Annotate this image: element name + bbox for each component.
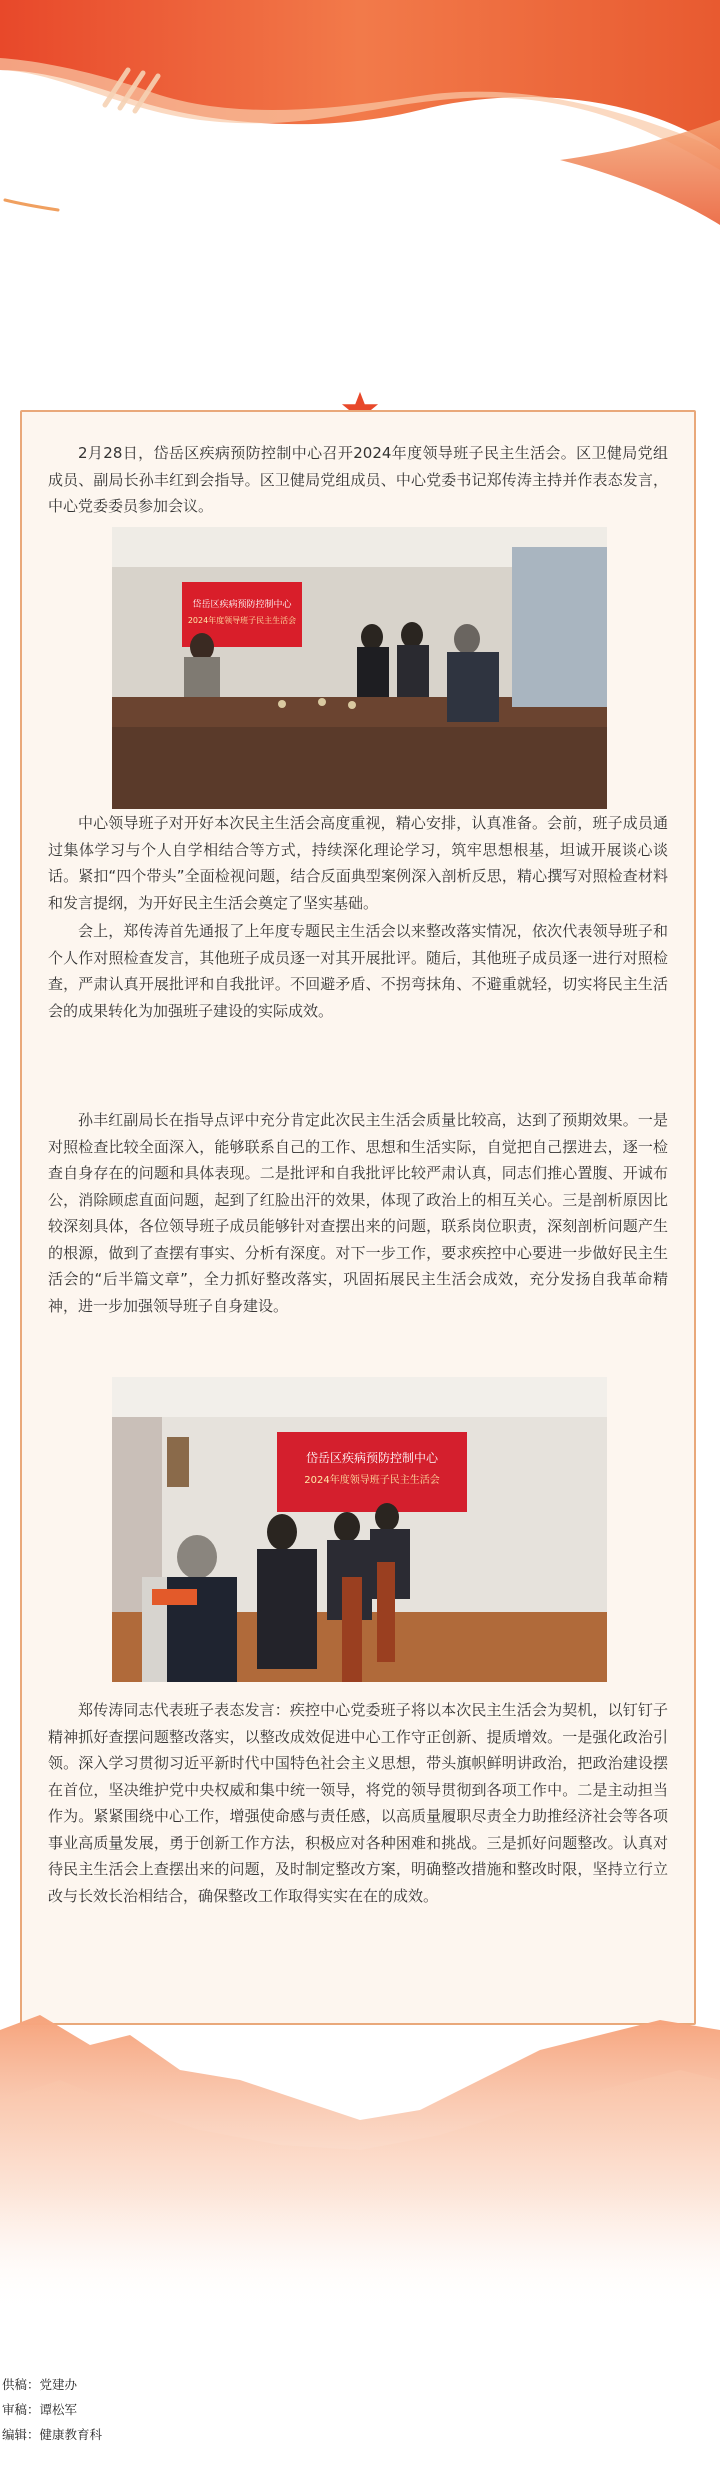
paragraph-statement: 郑传涛同志代表班子表态发言：疾控中心党委班子将以本次民主生活会为契机，以钉钉子精神抓好查摆问题整改落实，以整改成效促进中心工作守正创新、提质增效。一是强化政治引领。深入学习贯彻习近平新时代中国特色社会主义思想，带头旗帜鲜明讲政治，把政治建设摆在首位，坚决维护党中央权威和集中统一领导，将党的领导贯彻到各项工作中。二是主动担当作为。紧紧围绕中心工作，增强使命感与责任感，以高质量履职尽责全力助推经济社会等各项事业高质量发展，勇于创新工作方法，积极应对各种困难和挑战。三是抓好问题整改。认真对待民主生活会上查摆出来的问题，及时制定整改方案，明确整改措施和整改时限，坚持立行立改与长效长治相结合，确保整改工作取得实实在在的成效。 (48, 1701, 668, 1905)
credits (2, 2372, 102, 2447)
photo2-banner-subtitle: 2024年度领导班子民主生活会 (304, 1475, 440, 1486)
meeting-photo-2 (112, 1377, 607, 1682)
article-card (20, 410, 696, 2025)
footer-mountains (0, 2010, 720, 2330)
meeting-photo-1 (112, 527, 607, 809)
photo2-banner-title: 岱岳区疾病预防控制中心 (305, 1451, 439, 1465)
photo1-banner-title: 岱岳区疾病预防控制中心 (192, 600, 292, 610)
paragraph-intro: 2月28日，岱岳区疾病预防控制中心召开2024年度领导班子民主生活会。区卫健局党组成员、副局长孙丰红到会指导。区卫健局党组成员、中心党委书记郑传涛主持并作表态发言，中心党委委员参加会议。 (48, 444, 668, 515)
paragraph-meeting: 会上，郑传涛首先通报了上年度专题民主生活会以来整改落实情况，依次代表领导班子和个人作对照检查发言，其他班子成员逐一对其开展批评。随后，其他班子成员逐一进行对照检查，严肃认真开展批评和自我批评。不回避矛盾、不拐弯抹角、不避重就轻，切实将民主生活会的成果转化为加强班子建设的实际成效。 (48, 922, 668, 1020)
credit-reviewer: 审稿：谭松军 (2, 2402, 78, 2417)
credit-editor: 编辑：健康教育科 (2, 2427, 103, 2442)
photo1-banner-subtitle: 2024年度领导班子民主生活会 (187, 616, 297, 625)
credit-contributor: 供稿：党建办 (2, 2377, 78, 2392)
paragraph-review: 孙丰红副局长在指导点评中充分肯定此次民主生活会质量比较高，达到了预期效果。一是对照检查比较全面深入，能够联系自己的工作、思想和生活实际，自觉把自己摆进去，逐一检查自身存在的问题和具体表现。二是批评和自我批评比较严肃认真，同志们推心置腹、开诚布公，消除顾虑直面问题，起到了红脸出汗的效果，体现了政治上的相互关心。三是剖析原因比较深刻具体，各位领导班子成员能够针对查摆出来的问题，联系岗位职责，深刻剖析问题产生的根源，做到了查摆有事实、分析有深度。对下一步工作，要求疾控中心要进一步做好民主生活会的“后半篇文章”，全力抓好整改落实，巩固拓展民主生活会成效，充分发扬自我革命精神，进一步加强领导班子自身建设。 (48, 1111, 668, 1315)
paragraph-preparation: 中心领导班子对开好本次民主生活会高度重视，精心安排，认真准备。会前，班子成员通过集体学习与个人自学相结合等方式，持续深化理论学习，筑牢思想根基，坦诚开展谈心谈话。紧扣“四个带头”全面检视问题，结合反面典型案例深入剖析反思，精心撰写对照检查材料和发言提纲，为开好民主生活会奠定了坚实基础。 (48, 814, 668, 912)
header-banner (0, 0, 720, 240)
